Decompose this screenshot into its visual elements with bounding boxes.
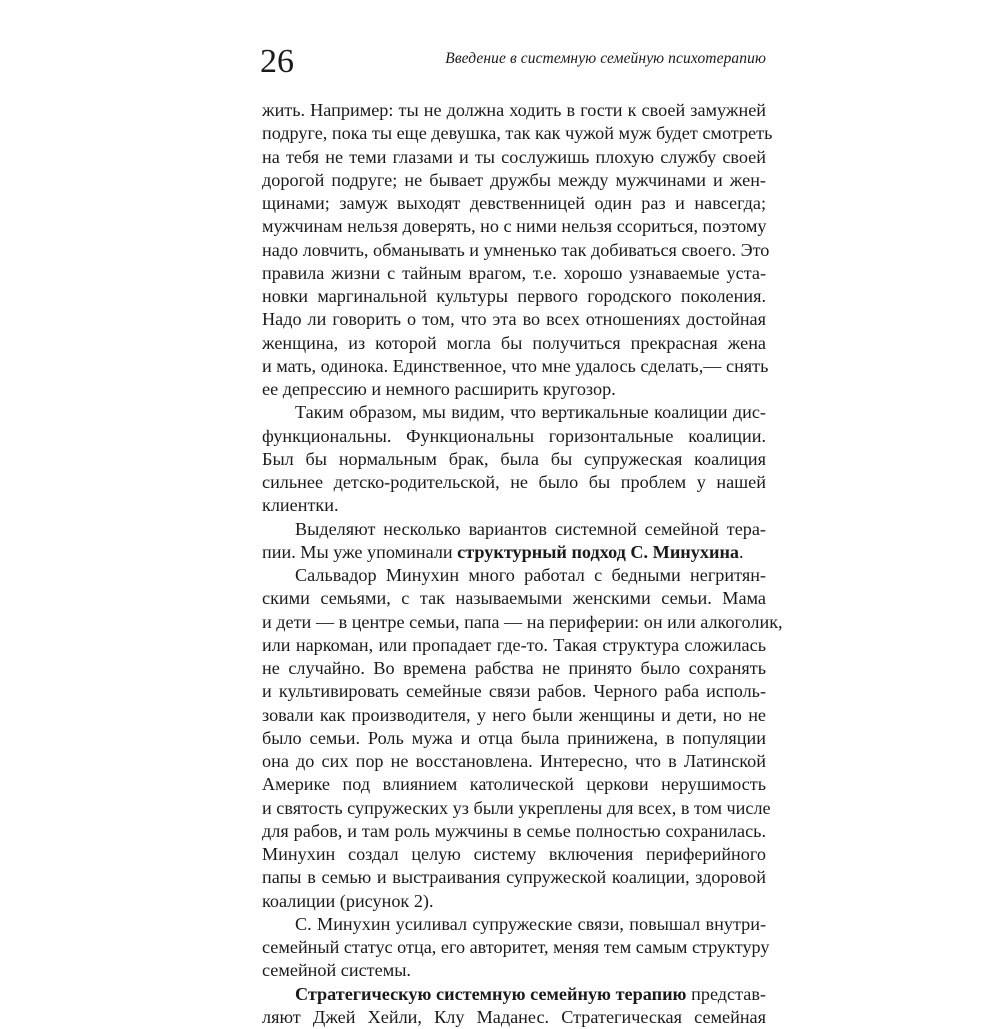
running-head: Введение в системную семейную психотерапию bbox=[445, 50, 766, 68]
text-line: женщина, из которой могла бы получиться прекрасная жена bbox=[262, 332, 766, 355]
text-line: жить. Например: ты не должна ходить в гости к своей замужней bbox=[262, 99, 766, 122]
text-line: скими семьями, с так называемыми женскими семьи. Мама bbox=[262, 587, 766, 610]
text-line: было семьи. Роль мужа и отца была принижена, в популяции bbox=[262, 727, 766, 750]
bold-term: Стратегическую системную семейную терапию bbox=[295, 984, 686, 1004]
text-line: семейной системы. bbox=[262, 959, 766, 982]
text-line: или наркоман, или пропадает где-то. Такая структура сложилась bbox=[262, 634, 766, 657]
text-line: Сальвадор Минухин много работал с бедными негритян- bbox=[262, 564, 766, 587]
text-line: подруге, пока ты еще девушка, так как чужой муж будет смотреть bbox=[262, 122, 766, 145]
text-line: клиентки. bbox=[262, 494, 766, 517]
text-line: она до сих пор не восстановлена. Интересно, что в Латинской bbox=[262, 750, 766, 773]
text-line: и святость супружеских уз были укреплены для всех, в том числе bbox=[262, 797, 766, 820]
text-line: коалиции (рисунок 2). bbox=[262, 890, 766, 913]
paragraph bbox=[262, 401, 766, 517]
text-line: Таким образом, мы видим, что вертикальные коалиции дис- bbox=[262, 401, 766, 424]
bold-term: структурный подход С. Минухина bbox=[457, 542, 739, 562]
text-line: не случайно. Во времена рабства не принято было сохранять bbox=[262, 657, 766, 680]
page-number: 26 bbox=[260, 42, 294, 82]
text-line: Выделяют несколько вариантов системной семейной тера- bbox=[262, 518, 766, 541]
text-line: С. Минухин усиливал супружеские связи, повышал внутри- bbox=[262, 913, 766, 936]
text-line: ляют Джей Хейли, Клу Маданес. Стратегическая семейная bbox=[262, 1006, 766, 1029]
text-line: щинами; замуж выходят девственницей один раз и навсегда; bbox=[262, 192, 766, 215]
text-line: зовали как производителя, у него были женщины и дети, но не bbox=[262, 704, 766, 727]
text-line: новки маргинальной культуры первого городского поколения. bbox=[262, 285, 766, 308]
text-line: папы в семью и выстраивания супружеской коалиции, здоровой bbox=[262, 866, 766, 889]
text-segment: представ- bbox=[686, 984, 766, 1004]
text-line: семейный статус отца, его авторитет, меняя тем самым структуру bbox=[262, 936, 766, 959]
page-header bbox=[260, 42, 766, 82]
text-line: Был бы нормальным брак, была бы супружеская коалиция bbox=[262, 448, 766, 471]
text-line: Надо ли говорить о том, что эта во всех отношениях достойная bbox=[262, 308, 766, 331]
text-line: на тебя не теми глазами и ты сослужишь плохую службу своей bbox=[262, 146, 766, 169]
text-line: для рабов, и там роль мужчины в семье полностью сохранилась. bbox=[262, 820, 766, 843]
text-line: мужчинам нельзя доверять, но с ними нельзя ссориться, поэтому bbox=[262, 215, 766, 238]
text-line: и культивировать семейные связи рабов. Черного раба исполь- bbox=[262, 680, 766, 703]
text-segment: пии. Мы уже упоминали bbox=[262, 542, 457, 562]
text-line bbox=[262, 541, 766, 564]
text-line bbox=[262, 983, 766, 1006]
text-line: дорогой подруге; не бывает дружбы между мужчинами и жен- bbox=[262, 169, 766, 192]
text-line: и мать, одинока. Единственное, что мне удалось сделать,— снять bbox=[262, 355, 766, 378]
text-line: Америке под влиянием католической церкови нерушимость bbox=[262, 773, 766, 796]
paragraph bbox=[262, 913, 766, 983]
text-line: ее депрессию и немного расширить кругозор. bbox=[262, 378, 766, 401]
text-segment: . bbox=[739, 542, 744, 562]
text-line: и дети — в центре семьи, папа — на периферии: он или алкоголик, bbox=[262, 611, 766, 634]
paragraph bbox=[262, 983, 766, 1029]
paragraph bbox=[262, 99, 766, 401]
paragraph bbox=[262, 564, 766, 913]
paragraph bbox=[262, 518, 766, 565]
text-line: сильнее детско-родительской, не было бы проблем у нашей bbox=[262, 471, 766, 494]
text-line: функциональны. Функциональны горизонтальные коалиции. bbox=[262, 425, 766, 448]
text-line: правила жизни с тайным врагом, т.е. хорошо узнаваемые уста- bbox=[262, 262, 766, 285]
body-text bbox=[262, 99, 766, 1029]
text-line: Минухин создал целую систему включения периферийного bbox=[262, 843, 766, 866]
text-line: надо ловчить, обманывать и умненько так добиваться своего. Это bbox=[262, 239, 766, 262]
